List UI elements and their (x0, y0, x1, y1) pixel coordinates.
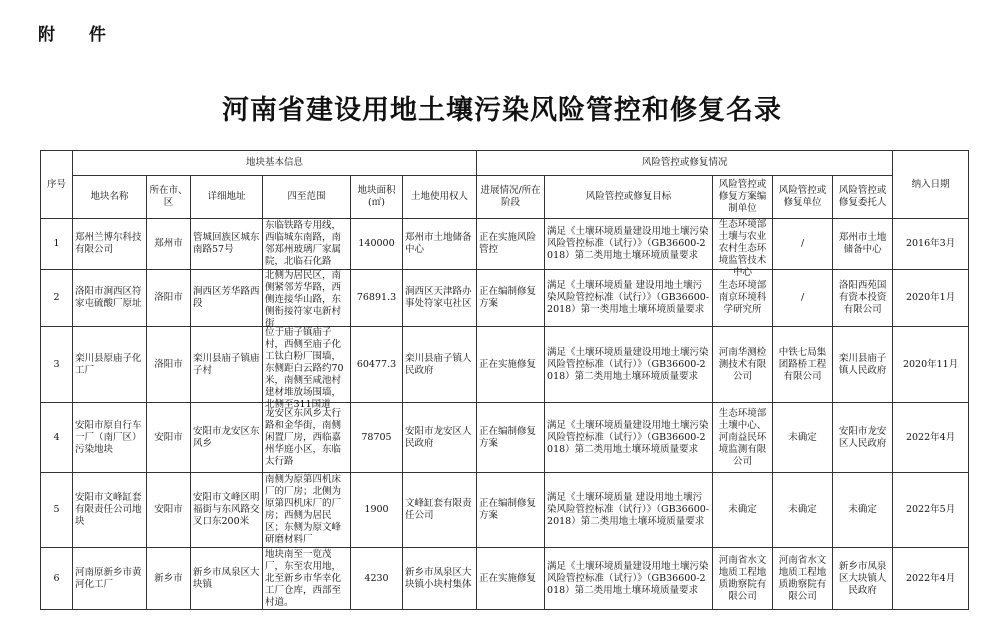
col-header-city: 所在市、区 (147, 176, 191, 219)
cell-address: 安阳市文峰区明福街与东风路交叉口东200米 (193, 492, 260, 527)
cell-progress: 正在实施修复 (479, 572, 537, 584)
cell-seq: 1 (53, 238, 60, 249)
cell-plan-unit: 河南省水文地质工程地质勘察院有限公司 (718, 554, 767, 602)
cell-boundary: 北侧为居民区，南侧紧邻芳华路，西侧连接华山路，东侧衔接符家屯新村街 (265, 270, 342, 329)
cell-city: 洛阳市 (154, 292, 183, 303)
table-column-header-row (41, 176, 969, 219)
cell-name: 河南原新乡市黄河化工厂 (75, 566, 142, 590)
cell-date: 2022年5月 (905, 504, 956, 515)
table-group-header-row (41, 151, 969, 176)
cell-land-user: 新乡市凤泉区大块镇小块村集体 (405, 566, 472, 590)
table-row (41, 270, 969, 327)
remediation-register-table (40, 150, 969, 610)
cell-city: 郑州市 (154, 238, 183, 249)
cell-date: 2022年4月 (905, 431, 956, 443)
col-header-boundary: 四至范围 (263, 176, 351, 219)
cell-impl-unit: 中铁七局集团路桥工程有限公司 (778, 346, 827, 382)
cell-seq: 2 (53, 292, 60, 303)
cell-progress: 正在实施修复 (479, 358, 537, 370)
col-header-land-user: 土地使用权人 (403, 176, 477, 219)
cell-client: 郑州市土地储备中心 (838, 232, 887, 255)
cell-plan-unit: 生态环境部土壤中心、河南益民环境监测有限公司 (718, 407, 767, 467)
cell-seq: 3 (53, 358, 60, 370)
cell-impl-unit: 河南省水文地质工程地质勘察院有限公司 (778, 554, 827, 602)
cell-boundary: 南侧为原第四机床厂的厂房；北侧为原第四机床厂的厂房；西侧为居民区；东侧为原文峰研磨材料厂 (265, 474, 342, 545)
cell-address: 涧西区芳华路西段 (193, 286, 260, 309)
cell-land-user: 郑州市土地储备中心 (405, 232, 472, 255)
cell-name: 郑州兰博尔科技有限公司 (75, 232, 142, 255)
cell-target: 满足《土壤环境质量建设用地土壤污染风险管控标准（试行）》（GB36600-2018）第二类用地土壤环境质量要求 (547, 419, 709, 455)
cell-name: 安阳市文峰缸套有限责任公司地块 (75, 492, 142, 527)
col-header-plan-unit: 风险管控或修复方案编制单位 (713, 176, 773, 219)
cell-date: 2016年3月 (905, 238, 956, 249)
group-header-basic-info: 地块基本信息 (73, 151, 477, 176)
col-header-date: 纳入日期 (893, 151, 969, 219)
cell-city: 洛阳市 (154, 358, 183, 370)
page-title: 河南省建设用地土壤污染风险管控和修复名录 (222, 95, 782, 126)
cell-target: 满足《土壤环境质量 建设用地土壤污染风险管控标准（试行）》（GB36600-2018）第二类用地土壤环境质量要求 (547, 492, 710, 527)
cell-area: 140000 (358, 238, 395, 249)
cell-city: 安阳市 (154, 504, 183, 515)
cell-plan-unit: 未确定 (728, 504, 757, 515)
cell-progress: 正在编制修复方案 (479, 498, 537, 521)
col-header-client: 风险管控或修复委托人 (833, 176, 893, 219)
cell-land-user: 文峰缸套有限责任公司 (405, 498, 472, 521)
cell-address: 安阳市龙安区东风乡 (193, 425, 260, 449)
col-header-impl-unit: 风险管控或修复单位 (773, 176, 833, 219)
cell-date: 2022年4月 (905, 572, 956, 584)
cell-boundary: 东临铁路专用线，西临城东南路，南邻郑州玻璃厂家属院，北临石化路 (265, 220, 342, 267)
cell-land-user: 栾川县庙子镇人民政府 (405, 352, 472, 376)
table-row (41, 403, 969, 473)
cell-seq: 6 (53, 572, 60, 584)
cell-address: 栾川县庙子镇庙子村 (193, 352, 260, 376)
cell-area: 78705 (361, 431, 392, 443)
cell-seq: 5 (53, 504, 60, 515)
cell-progress: 正在编制修复方案 (479, 286, 537, 309)
cell-boundary: 地块南至一览茂厂，东至农用地，北至新乡市华幸化工厂仓库，西部至村道。 (265, 548, 342, 608)
cell-progress: 正在编制修复方案 (479, 425, 537, 449)
cell-client: 未确定 (848, 504, 877, 515)
cell-area: 4230 (364, 572, 389, 584)
table-row (41, 548, 969, 610)
col-header-address: 详细地址 (191, 176, 263, 219)
cell-name: 洛阳市涧西区符家屯硫酸厂原址 (75, 286, 142, 309)
table-row (41, 473, 969, 548)
cell-plan-unit: 河南华测检测技术有限公司 (718, 346, 767, 382)
table-row (41, 219, 969, 270)
cell-boundary: 位于庙子镇庙子村，西侧至庙子化工钛白粉厂围墙，东侧距白云路约70米，南侧至咸池村建材堆放场围墙，北侧至311国道 (265, 327, 344, 410)
cell-target: 满足《土壤环境质量建设用地土壤污染风险管控标准（试行）》（GB36600-2018）第二类用地土壤环境质量要求 (547, 560, 709, 596)
cell-progress: 正在实施风险管控 (479, 232, 537, 255)
cell-name: 安阳市原自行车一厂（南厂区）污染地块 (75, 419, 142, 455)
cell-target: 满足《土壤环境质量 建设用地土壤污染风险管控标准（试行）》（GB36600-2018）第一类用地土壤环境质量要求 (547, 280, 710, 315)
cell-date: 2020年1月 (905, 292, 956, 303)
cell-target: 满足《土壤环境质量建设用地土壤污染风险管控标准（试行）》（GB36600-2018）第二类用地土壤环境质量要求 (547, 346, 709, 382)
cell-name: 栾川县原庙子化工厂 (75, 352, 142, 376)
table-row (41, 327, 969, 403)
cell-area: 76891.3 (356, 292, 397, 303)
cell-area: 1900 (364, 504, 389, 515)
cell-client: 新乡市凤泉区大块镇人民政府 (838, 560, 887, 596)
cell-client: 安阳市龙安区人民政府 (838, 425, 887, 449)
cell-plan-unit: 生态环境部土壤与农业农村生态环境监管技术中心 (718, 219, 767, 278)
cell-plan-unit: 生态环境部南京环境科学研究所 (718, 280, 767, 315)
cell-client: 洛阳西苑国有资本投资有限公司 (838, 280, 887, 315)
group-header-risk-control: 风险管控或修复情况 (477, 151, 893, 176)
cell-date: 2020年11月 (902, 358, 959, 370)
cell-address: 管城回族区城东南路57号 (193, 232, 260, 255)
cell-land-user: 涧西区天津路办事处符家屯社区 (405, 286, 472, 309)
cell-city: 安阳市 (154, 431, 183, 443)
cell-land-user: 安阳市龙安区人民政府 (405, 425, 472, 449)
col-header-target: 风险管控或修复目标 (545, 176, 713, 219)
cell-impl-unit: / (800, 238, 805, 249)
cell-city: 新乡市 (154, 572, 183, 584)
cell-address: 新乡市凤泉区大块镇 (193, 566, 260, 590)
cell-boundary: 龙安区东风乡太行路和金华街，南侧闲置厂房，西临嘉州华庭小区，东临太行路 (265, 407, 342, 467)
col-header-name: 地块名称 (73, 176, 147, 219)
attachment-label: 附 件 (38, 25, 120, 45)
cell-impl-unit: 未确定 (788, 431, 817, 443)
col-header-progress: 进展情况/所在阶段 (477, 176, 545, 219)
cell-seq: 4 (53, 431, 60, 443)
col-header-area: 地块面积(㎡) (351, 176, 403, 219)
cell-impl-unit: 未确定 (788, 504, 817, 515)
col-header-seq: 序号 (41, 151, 73, 219)
cell-client: 栾川县庙子镇人民政府 (838, 352, 887, 376)
cell-impl-unit: / (800, 292, 805, 303)
cell-target: 满足《土壤环境质量建设用地土壤污染风险管控标准（试行）》（GB36600-2018）第二类用地土壤环境质量要求 (547, 226, 709, 261)
cell-area: 60477.3 (356, 358, 397, 370)
